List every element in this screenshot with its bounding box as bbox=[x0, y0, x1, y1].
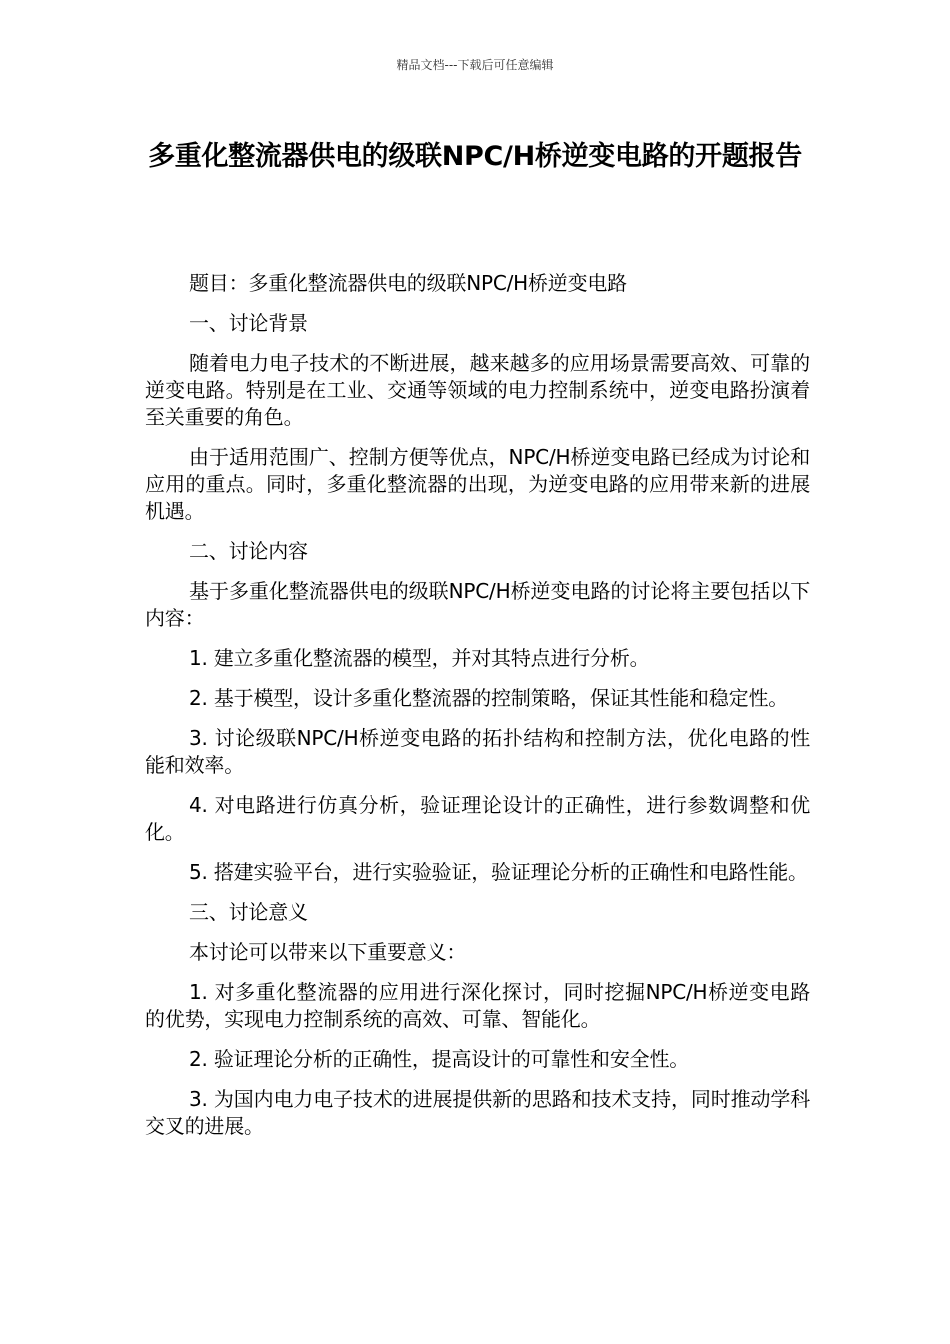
header-note: 精品文档---下载后可任意编辑 bbox=[396, 58, 554, 72]
significance-item-3: 3. 为国内电力电子技术的进展提供新的思路和技术支持，同时推动学科交叉的进展。 bbox=[145, 1087, 810, 1138]
document-body bbox=[145, 270, 810, 1153]
content-item-1: 1. 建立多重化整流器的模型，并对其特点进行分析。 bbox=[189, 646, 650, 670]
topic-line: 题目：多重化整流器供电的级联NPC/H桥逆变电路 bbox=[189, 271, 627, 295]
background-paragraph-1: 随着电力电子技术的不断进展，越来越多的应用场景需要高效、可靠的逆变电路。特别是在工业、交通等领域的电力控制系统中，逆变电路扮演着至关重要的角色。 bbox=[145, 351, 810, 429]
significance-item-1: 1. 对多重化整流器的应用进行深化探讨，同时挖掘NPC/H桥逆变电路的优势，实现电力控制系统的高效、可靠、智能化。 bbox=[145, 980, 810, 1031]
content-item-2: 2. 基于模型，设计多重化整流器的控制策略，保证其性能和稳定性。 bbox=[189, 686, 789, 710]
significance-item-2: 2. 验证理论分析的正确性，提高设计的可靠性和安全性。 bbox=[189, 1047, 690, 1071]
content-item-4: 4. 对电路进行仿真分析，验证理论设计的正确性，进行参数调整和优化。 bbox=[145, 793, 810, 844]
content-item-5: 5. 搭建实验平台，进行实验验证，验证理论分析的正确性和电路性能。 bbox=[189, 860, 808, 884]
content-item-3: 3. 讨论级联NPC/H桥逆变电路的拓扑结构和控制方法，优化电路的性能和效率。 bbox=[145, 726, 810, 777]
section-heading-significance: 三、讨论意义 bbox=[189, 900, 308, 924]
document-title: 多重化整流器供电的级联NPC/H桥逆变电路的开题报告 bbox=[148, 141, 802, 172]
section-heading-background: 一、讨论背景 bbox=[189, 311, 308, 335]
significance-intro: 本讨论可以带来以下重要意义： bbox=[189, 940, 467, 964]
section-heading-content: 二、讨论内容 bbox=[189, 539, 308, 563]
content-intro: 基于多重化整流器供电的级联NPC/H桥逆变电路的讨论将主要包括以下内容： bbox=[145, 579, 810, 630]
background-paragraph-2: 由于适用范围广、控制方便等优点，NPC/H桥逆变电路已经成为讨论和应用的重点。同时，多重化整流器的出现，为逆变电路的应用带来新的进展机遇。 bbox=[145, 445, 810, 523]
